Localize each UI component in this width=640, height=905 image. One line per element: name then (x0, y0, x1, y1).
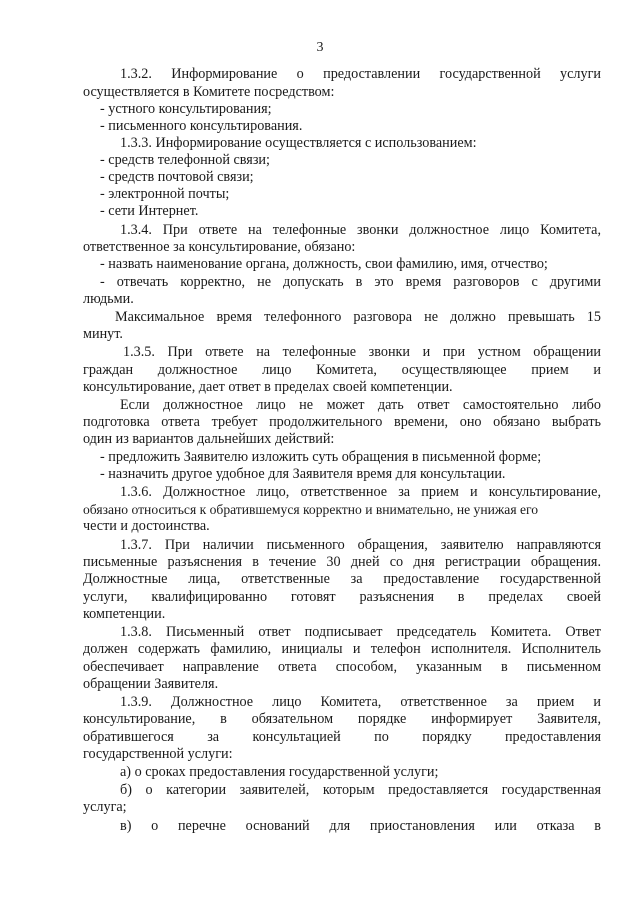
paragraph-line: 1.3.9. Должностное лицо Комитета, ответственное за прием и (120, 694, 601, 710)
paragraph-line: письменные разъяснения в течение 30 дней со дня регистрации обращения. (83, 554, 601, 570)
list-item: - предложить Заявителю изложить суть обращения в письменной форме; (100, 449, 542, 465)
paragraph-line: 1.3.4. При ответе на телефонные звонки должностное лицо Комитета, (120, 222, 601, 238)
paragraph-line: обеспечивает направление ответа способом, указанным в письменном (83, 659, 601, 675)
paragraph-line: подготовка ответа требует продолжительного времени, оно обязано выбрать (83, 414, 601, 430)
paragraph-line: должен содержать фамилию, инициалы и телефон исполнителя. Исполнитель (83, 641, 601, 657)
list-item: - сети Интернет. (100, 203, 199, 219)
paragraph-line: 1.3.7. При наличии письменного обращения, заявителю направляются (120, 537, 601, 553)
paragraph-line: 1.3.5. При ответе на телефонные звонки и при устном обращении (123, 344, 601, 360)
paragraph-line: один из вариантов дальнейших действий: (83, 431, 335, 447)
paragraph-line: 1.3.8. Письменный ответ подписывает председатель Комитета. Ответ (120, 624, 601, 640)
list-item: в) о перечне оснований для приостановления или отказа в (120, 818, 601, 834)
paragraph-line: 1.3.3. Информирование осуществляется с использованием: (120, 135, 477, 151)
paragraph-line: минут. (83, 326, 123, 342)
paragraph-line: людьми. (83, 291, 134, 307)
paragraph-line: обязано относиться к обратившемуся корректно и внимательно, не унижая его (83, 502, 539, 517)
list-item: - электронной почты; (100, 186, 230, 202)
paragraph-line: Должностные лица, ответственные за предоставление государственной (83, 571, 601, 587)
paragraph-line: услуги, квалифицированно готовят разъяснения в пределах своей (83, 589, 601, 605)
paragraph-line: Если должностное лицо не может дать ответ самостоятельно либо (120, 397, 601, 413)
list-item: - средств телефонной связи; (100, 152, 270, 168)
list-item: - отвечать корректно, не допускать в это время разговоров с другими (100, 274, 601, 290)
paragraph-line: ответственное за консультирование, обязано: (83, 239, 356, 255)
paragraph-line: осуществляется в Комитете посредством: (83, 84, 335, 100)
paragraph-line: 1.3.6. Должностное лицо, ответственное за прием и консультирование, (120, 484, 601, 500)
paragraph-line: услуга; (83, 799, 127, 815)
list-item: - назначить другое удобное для Заявителя время для консультации. (100, 466, 506, 482)
list-item: - письменного консультирования. (100, 118, 303, 134)
list-item: б) о категории заявителей, которым предоставляется государственная (120, 782, 601, 798)
list-item: а) о сроках предоставления государственной услуги; (120, 764, 439, 780)
paragraph-line: 1.3.2. Информирование о предоставлении государственной услуги (120, 66, 601, 82)
page-number: 3 (316, 40, 324, 55)
paragraph-line: государственной услуги: (83, 746, 233, 762)
paragraph-line: Максимальное время телефонного разговора не должно превышать 15 (115, 309, 601, 325)
list-item: - средств почтовой связи; (100, 169, 254, 185)
paragraph-line: консультирование, дает ответ в пределах своей компетенции. (83, 379, 453, 395)
paragraph-line: консультирование, в обязательном порядке информирует Заявителя, (83, 711, 601, 727)
paragraph-line: обращении Заявителя. (83, 676, 219, 692)
paragraph-line: обратившегося за консультацией по порядку предоставления (83, 729, 601, 745)
list-item: - устного консультирования; (100, 101, 272, 117)
paragraph-line: чести и достоинства. (83, 518, 210, 534)
list-item: - назвать наименование органа, должность, свои фамилию, имя, отчество; (100, 256, 548, 272)
paragraph-line: граждан должностное лицо Комитета, осуществляющее прием и (83, 362, 601, 378)
paragraph-line: компетенции. (83, 606, 166, 622)
